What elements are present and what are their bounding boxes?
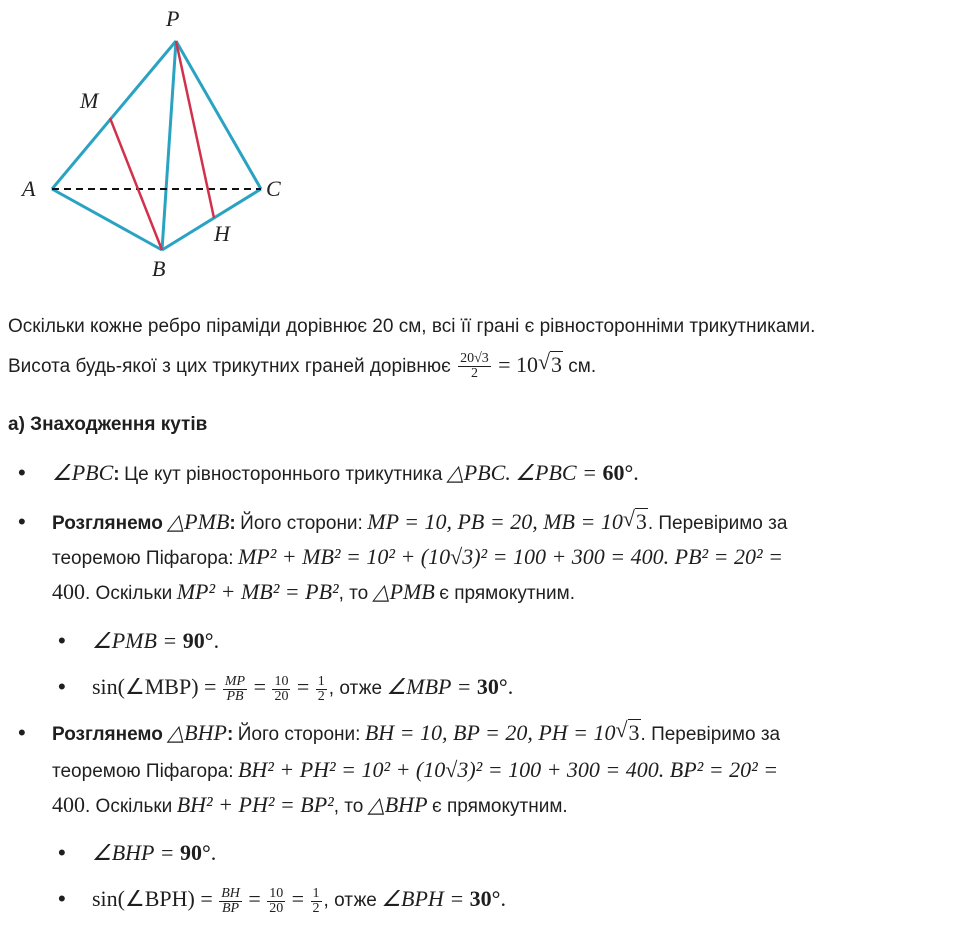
sin-bph: sin(∠BPH) = bbox=[92, 886, 213, 911]
segment-ph bbox=[176, 41, 214, 218]
end: . bbox=[213, 628, 220, 653]
bullet: • bbox=[18, 460, 26, 485]
sides-math: MP = 10, PB = 20, MB = 10 bbox=[367, 509, 623, 534]
pmb-line-2 bbox=[52, 542, 783, 575]
angle-pmb-value: 90° bbox=[182, 628, 214, 653]
pbc-eq: ∠PBC = bbox=[515, 460, 603, 485]
sqrt: √ 3 bbox=[538, 349, 562, 377]
sqrt-value: 3 bbox=[551, 352, 562, 377]
equality-math: MP² + MB² = PB² bbox=[176, 579, 339, 604]
sqrt-value: 3 bbox=[628, 720, 640, 745]
bullet: • bbox=[18, 720, 26, 745]
frac-num: 10 bbox=[274, 674, 289, 690]
angle-mbp-value: 30° bbox=[476, 674, 508, 699]
vertex-label-h: H bbox=[214, 221, 230, 246]
sqrt: √ 3 bbox=[615, 717, 640, 745]
bullet: • bbox=[58, 674, 66, 699]
frac-num: 1 bbox=[312, 886, 320, 902]
lead-text: Розглянемо bbox=[52, 724, 163, 745]
frac-den: 20 bbox=[274, 689, 289, 705]
triangle-bhp: △BHP bbox=[367, 792, 428, 817]
pythagoras-text: теоремою Піфагора: bbox=[52, 761, 234, 782]
bullet: • bbox=[58, 840, 66, 865]
end: . bbox=[210, 840, 217, 865]
pmb-sub-2: sin(∠MBP) = $\frac{MP}{PB}$ = $\frac{10}{20}$ = $\frac{1}{2}$ , отже ∠MBP = 30°. bbox=[92, 674, 514, 705]
sides-math: BH = 10, BP = 20, PH = 10 bbox=[364, 720, 616, 745]
triangle-pmb: △PMB bbox=[167, 509, 230, 534]
bullet: • bbox=[18, 509, 26, 534]
fraction bbox=[223, 675, 247, 704]
sin-mbp: sin(∠MBP) = bbox=[92, 674, 217, 699]
section-heading: а) Знаходження кутів bbox=[8, 414, 208, 435]
hence-text: , отже bbox=[328, 678, 383, 699]
sqrt: √ 3 bbox=[622, 506, 647, 534]
then-text: , то bbox=[338, 583, 369, 604]
since-text: . Оскільки bbox=[85, 583, 173, 604]
since-text: . Оскільки bbox=[85, 796, 173, 817]
bullet: • bbox=[58, 628, 66, 653]
pmb-line-3 bbox=[52, 577, 575, 610]
colon: : bbox=[226, 724, 234, 745]
frac-num: 20√3 bbox=[460, 351, 489, 367]
segment-mb bbox=[110, 118, 162, 250]
pmb-sub-1 bbox=[92, 626, 219, 659]
pythagoras-text: теоремою Піфагора: bbox=[52, 548, 234, 569]
frac-num: BH bbox=[221, 886, 240, 902]
vertex-label-m: M bbox=[80, 88, 99, 113]
colon: : bbox=[113, 464, 120, 485]
edge-pc bbox=[176, 41, 261, 189]
edge-pa bbox=[52, 41, 176, 189]
fraction bbox=[267, 887, 285, 916]
pythagoras-math: BH² + PH² = 10² + (10√3)² = 100 + 300 = 400. BP² = 20² = bbox=[237, 757, 779, 782]
bullet-bhp bbox=[52, 718, 780, 751]
unit: см. bbox=[568, 356, 597, 377]
frac-den: PB bbox=[226, 689, 244, 705]
fraction bbox=[311, 887, 322, 916]
angle-pbc: ∠PBC bbox=[52, 460, 114, 485]
num-400: 400 bbox=[52, 579, 85, 604]
vertex-label-a: A bbox=[22, 176, 36, 201]
pbc-text: Це кут рівностороннього трикутника bbox=[124, 464, 443, 485]
fraction bbox=[272, 675, 290, 704]
fraction bbox=[316, 675, 327, 704]
pbc-value: 60° bbox=[602, 460, 634, 485]
triangle-bhp: △BHP bbox=[167, 720, 227, 745]
angle-bhp-value: 90° bbox=[179, 840, 211, 865]
edge-ab bbox=[52, 189, 162, 250]
angle-pmb-eq: ∠PMB = bbox=[92, 628, 183, 653]
check-text: . Перевіримо за bbox=[640, 724, 781, 745]
sides-text: Його сторони: bbox=[237, 724, 361, 745]
end: . bbox=[633, 460, 639, 485]
colon: : bbox=[229, 513, 236, 534]
sqrt-value: 3 bbox=[635, 509, 647, 534]
angle-bph-eq: ∠BPH = bbox=[381, 886, 470, 911]
angle-mbp-eq: ∠MBP = bbox=[386, 674, 477, 699]
pythagoras-math: MP² + MB² = 10² + (10√3)² = 100 + 300 = 400. PB² = 20² = bbox=[237, 544, 783, 569]
vertex-label-p: P bbox=[166, 6, 180, 31]
bhp-sub-1 bbox=[92, 838, 216, 871]
angle-bph-value: 30° bbox=[469, 886, 501, 911]
triangle-pmb: △PMB bbox=[372, 579, 435, 604]
end: . bbox=[500, 886, 506, 911]
bullet-pmb bbox=[52, 507, 787, 540]
bullet: • bbox=[58, 886, 66, 911]
frac-num: MP bbox=[224, 674, 246, 690]
vertex-label-c: C bbox=[266, 176, 281, 201]
height-fraction bbox=[458, 352, 491, 381]
bullet-pbc bbox=[52, 458, 639, 491]
intro-text: Оскільки кожне ребро піраміди дорівнює 20 см, всі її грані є рівносторонніми трикутниками. bbox=[8, 316, 816, 337]
check-text: . Перевіримо за bbox=[647, 513, 788, 534]
angle-bhp-eq: ∠BHP = bbox=[92, 840, 180, 865]
right-text: є прямокутним. bbox=[439, 583, 575, 604]
bhp-line-2 bbox=[52, 755, 778, 788]
frac-num: 1 bbox=[317, 674, 325, 690]
edge-bc bbox=[162, 189, 261, 250]
frac-den: 2 bbox=[317, 689, 325, 705]
num-400: 400 bbox=[52, 792, 85, 817]
bhp-sub-2: sin(∠BPH) = $\frac{BH}{BP}$ = $\frac{10}{20}$ = $\frac{1}{2}$ , отже ∠BPH = 30°. bbox=[92, 886, 506, 917]
frac-den: 20 bbox=[269, 901, 284, 917]
fraction bbox=[219, 887, 242, 916]
right-text: є прямокутним. bbox=[431, 796, 568, 817]
lead-text: Розглянемо bbox=[52, 513, 163, 534]
edge-pb bbox=[162, 41, 176, 250]
intro-line-2 bbox=[8, 350, 596, 382]
frac-num: 10 bbox=[269, 886, 284, 902]
equality-math: BH² + PH² = BP² bbox=[176, 792, 334, 817]
frac-den: BP bbox=[222, 901, 240, 917]
height-eq: = 10 bbox=[498, 352, 538, 377]
end: . bbox=[507, 674, 514, 699]
vertex-label-b: B bbox=[152, 256, 166, 281]
hence-text: , отже bbox=[323, 890, 377, 911]
pyramid-diagram bbox=[0, 0, 300, 290]
sides-text: Його сторони: bbox=[240, 513, 363, 534]
frac-den: 2 bbox=[312, 901, 320, 917]
intro-line-1 bbox=[8, 312, 815, 342]
frac-den: 2 bbox=[470, 366, 478, 382]
then-text: , то bbox=[333, 796, 364, 817]
bhp-line-3 bbox=[52, 790, 568, 823]
triangle-pbc: △PBC. bbox=[446, 460, 511, 485]
intro-height-text: Висота будь-якої з цих трикутних граней дорівнює bbox=[8, 356, 451, 377]
